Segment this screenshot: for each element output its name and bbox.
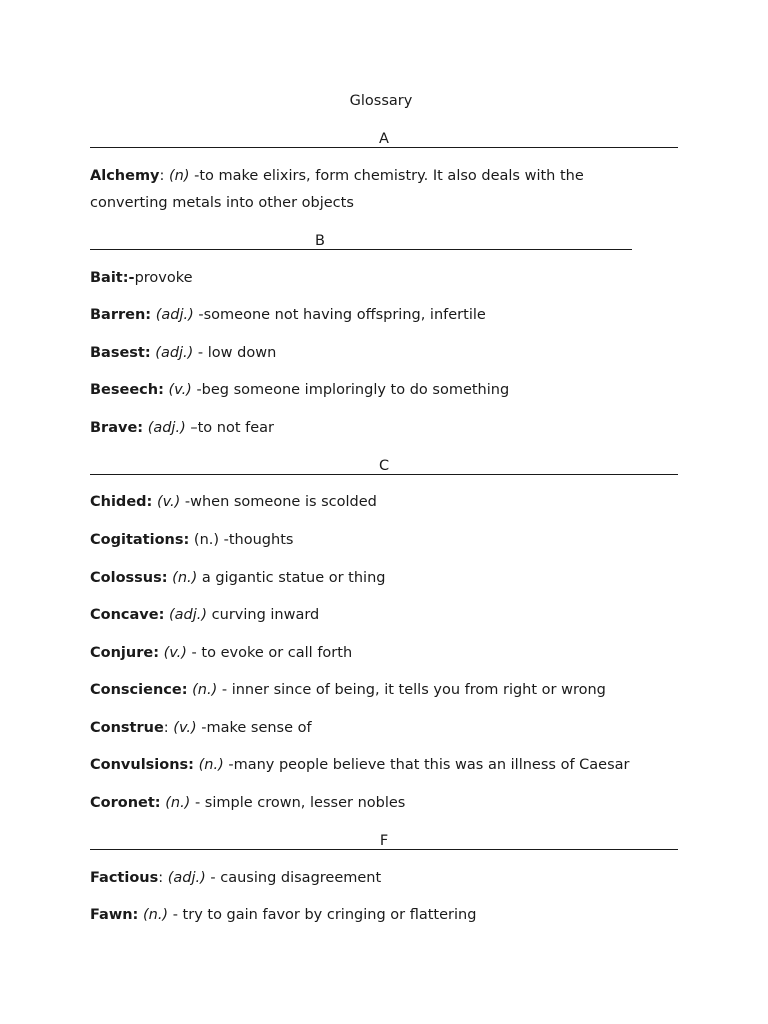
entry-term: Construe: [90, 720, 164, 736]
glossary-entry: [90, 752, 690, 779]
entry-separator: :: [158, 870, 168, 886]
entry-part-of-speech: (v.): [156, 494, 181, 510]
entry-term: Coronet:: [90, 795, 161, 811]
section-letter: B: [315, 233, 325, 249]
entry-term: Chided:: [90, 494, 153, 510]
section-divider-f: [90, 833, 678, 850]
glossary-entry: [90, 489, 690, 516]
entry-definition: -thoughts: [219, 532, 294, 548]
entry-term: Colossus:: [90, 570, 168, 586]
entry-definition: -make sense of: [196, 720, 312, 736]
glossary-entry: [90, 302, 690, 329]
glossary-entry: [90, 715, 690, 742]
entry-term: Concave:: [90, 607, 165, 623]
entry-separator: :: [163, 720, 174, 736]
glossary-entry: [90, 340, 690, 367]
section-letter: C: [378, 458, 390, 474]
entry-part-of-speech: (v.): [163, 645, 187, 661]
entry-part-of-speech: (adj.): [155, 307, 194, 323]
entry-part-of-speech: (n.): [192, 682, 218, 698]
entry-term: Convulsions:: [90, 757, 194, 773]
glossary-entry: [90, 377, 690, 404]
glossary-entry: [90, 865, 690, 892]
entry-part-of-speech: (n.): [193, 532, 220, 548]
entry-definition: - causing disagreement: [205, 870, 382, 886]
entry-term: Brave:: [90, 420, 144, 436]
entry-definition: - low down: [193, 345, 277, 361]
glossary-entry: [90, 565, 690, 592]
glossary-entry: [90, 902, 690, 929]
entry-part-of-speech: (n.): [198, 757, 224, 773]
glossary-entry: [90, 527, 690, 554]
glossary-entry: [90, 640, 690, 667]
entry-part-of-speech: (v.): [173, 720, 197, 736]
entry-definition: a gigantic statue or thing: [197, 570, 386, 586]
glossary-entry: [90, 602, 690, 629]
entry-part-of-speech: (n.): [172, 570, 198, 586]
glossary-entry: [90, 265, 690, 292]
section-divider-c: [90, 458, 678, 475]
entry-definition: - try to gain favor by cringing or flattering: [168, 907, 477, 923]
entry-separator: :: [159, 168, 170, 184]
entry-part-of-speech: (adj.): [167, 870, 206, 886]
entry-term: Beseech:: [90, 382, 164, 398]
entry-definition: curving inward: [207, 607, 320, 623]
entry-part-of-speech: (adj.): [155, 345, 194, 361]
entry-term: Conjure:: [90, 645, 160, 661]
entry-part-of-speech: (v.): [168, 382, 192, 398]
entry-part-of-speech: (adj.): [147, 420, 186, 436]
entry-definition: provoke: [134, 270, 193, 286]
entry-part-of-speech: (n.): [142, 907, 169, 923]
entry-part-of-speech: (n.): [165, 795, 191, 811]
section-divider-a: [90, 131, 678, 148]
entry-definition: - inner since of being, it tells you from right or wrong: [217, 682, 606, 698]
glossary-entry: [90, 790, 690, 817]
section-divider-b: [90, 233, 632, 250]
entry-definition: -someone not having offspring, infertile: [193, 307, 486, 323]
entry-definition: - to evoke or call forth: [186, 645, 353, 661]
entry-definition: -to make elixirs, form chemistry. It also deals with the converting metals into other objects: [90, 168, 584, 211]
entry-term: Fawn:: [90, 907, 139, 923]
glossary-entry: [90, 415, 690, 442]
entry-definition: -when someone is scolded: [180, 494, 377, 510]
entry-term: Basest:: [90, 345, 151, 361]
entry-part-of-speech: (adj.): [169, 607, 208, 623]
entry-part-of-speech: (n): [169, 168, 190, 184]
entry-term: Factious: [90, 870, 159, 886]
entry-term: Bait:-: [90, 270, 135, 286]
glossary-entry: [90, 163, 650, 217]
section-letter: A: [379, 131, 389, 147]
entry-definition: -many people believe that this was an illness of Caesar: [223, 757, 630, 773]
page-title: Glossary: [349, 93, 413, 109]
glossary-entry: [90, 677, 690, 704]
entry-term: Conscience:: [90, 682, 188, 698]
section-letter: F: [379, 833, 389, 849]
entry-definition: -beg someone imploringly to do something: [191, 382, 510, 398]
entry-term: Cogitations:: [90, 532, 190, 548]
entry-definition: –to not fear: [185, 420, 274, 436]
entry-term: Barren:: [90, 307, 152, 323]
entry-definition: - simple crown, lesser nobles: [190, 795, 406, 811]
entry-term: Alchemy: [90, 168, 160, 184]
